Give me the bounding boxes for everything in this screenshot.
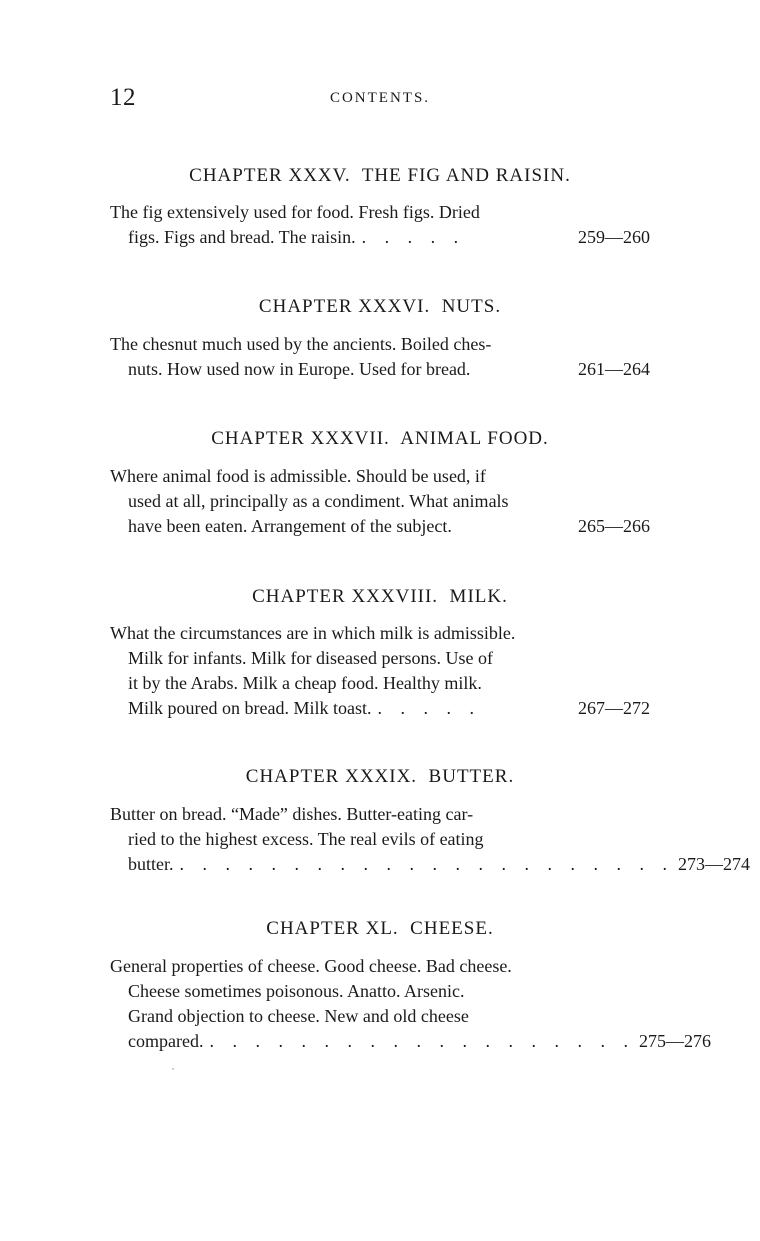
entry-line-last: Milk poured on bread. Milk toast. . . . . . 267—272 <box>128 696 650 721</box>
entry-line: The chesnut much used by the ancients. Boiled ches- <box>110 334 492 354</box>
entry-line-last: have been eaten. Arrangement of the subject. 265—266 <box>128 514 650 539</box>
page-number: 12 <box>110 84 136 111</box>
leader-dots <box>470 357 574 382</box>
entry-line: it by the Arabs. Milk a cheap food. Healthy milk. <box>128 673 482 693</box>
page-range: 265—266 <box>578 516 650 536</box>
entry-line-last: nuts. How used now in Europe. Used for bread. 261—264 <box>128 357 650 382</box>
leader-dots: . . . . . <box>361 227 466 247</box>
page-range: 267—272 <box>578 698 650 718</box>
print-speck <box>172 1068 174 1070</box>
chapter-heading: CHAPTER XXXVII. ANIMAL FOOD. <box>211 428 549 449</box>
entry-line: Butter on bread. “Made” dishes. Butter-eating car- <box>110 804 474 824</box>
entry-line-last: compared. . . . . . . . . . . . . . . . . . . . 275—276 <box>128 1029 650 1054</box>
entry-line: used at all, principally as a condiment. What animals <box>128 491 509 511</box>
entry-line: Where animal food is admissible. Should be used, if <box>110 466 486 486</box>
chapter-heading: CHAPTER XXXIX. BUTTER. <box>245 766 515 787</box>
page-range: 275—276 <box>638 1031 711 1051</box>
leader-dots: . . . . . . . . . . . . . . . . . . . <box>209 1031 635 1051</box>
leader-dots: . . . . . <box>377 698 481 718</box>
running-head: CONTENTS. <box>329 90 431 106</box>
entry-line: General properties of cheese. Good cheese. Bad cheese. <box>110 956 512 976</box>
entry-line: What the circumstances are in which milk is admissible. <box>110 623 516 643</box>
chapter-heading: CHAPTER XL. CHEESE. <box>266 918 494 939</box>
leader-dots <box>452 514 574 539</box>
entry-line: The fig extensively used for food. Fresh figs. Dried <box>110 202 480 222</box>
page-range: 261—264 <box>578 359 650 379</box>
chapter-heading: CHAPTER XXXVIII. MILK. <box>252 586 508 607</box>
chapter-heading: CHAPTER XXXV. THE FIG AND RAISIN. <box>189 165 571 186</box>
entry-line: Milk for infants. Milk for diseased persons. Use of <box>128 648 493 668</box>
page-range: 273—274 <box>678 854 750 874</box>
entry-line: ried to the highest excess. The real evils of eating <box>128 829 484 849</box>
leader-dots: . . . . . . . . . . . . . . . . . . . . . . <box>179 854 674 874</box>
page-range: 259—260 <box>578 227 650 247</box>
entry-line: Grand objection to cheese. New and old cheese <box>128 1006 469 1026</box>
entry-line-last: figs. Figs and bread. The raisin. . . . . . 259—260 <box>128 225 650 250</box>
entry-line-last: butter. . . . . . . . . . . . . . . . . . . . . . . 273—274 <box>128 852 650 877</box>
entry-line: Cheese sometimes poisonous. Anatto. Arsenic. <box>128 981 465 1001</box>
chapter-heading: CHAPTER XXXVI. NUTS. <box>258 296 502 317</box>
